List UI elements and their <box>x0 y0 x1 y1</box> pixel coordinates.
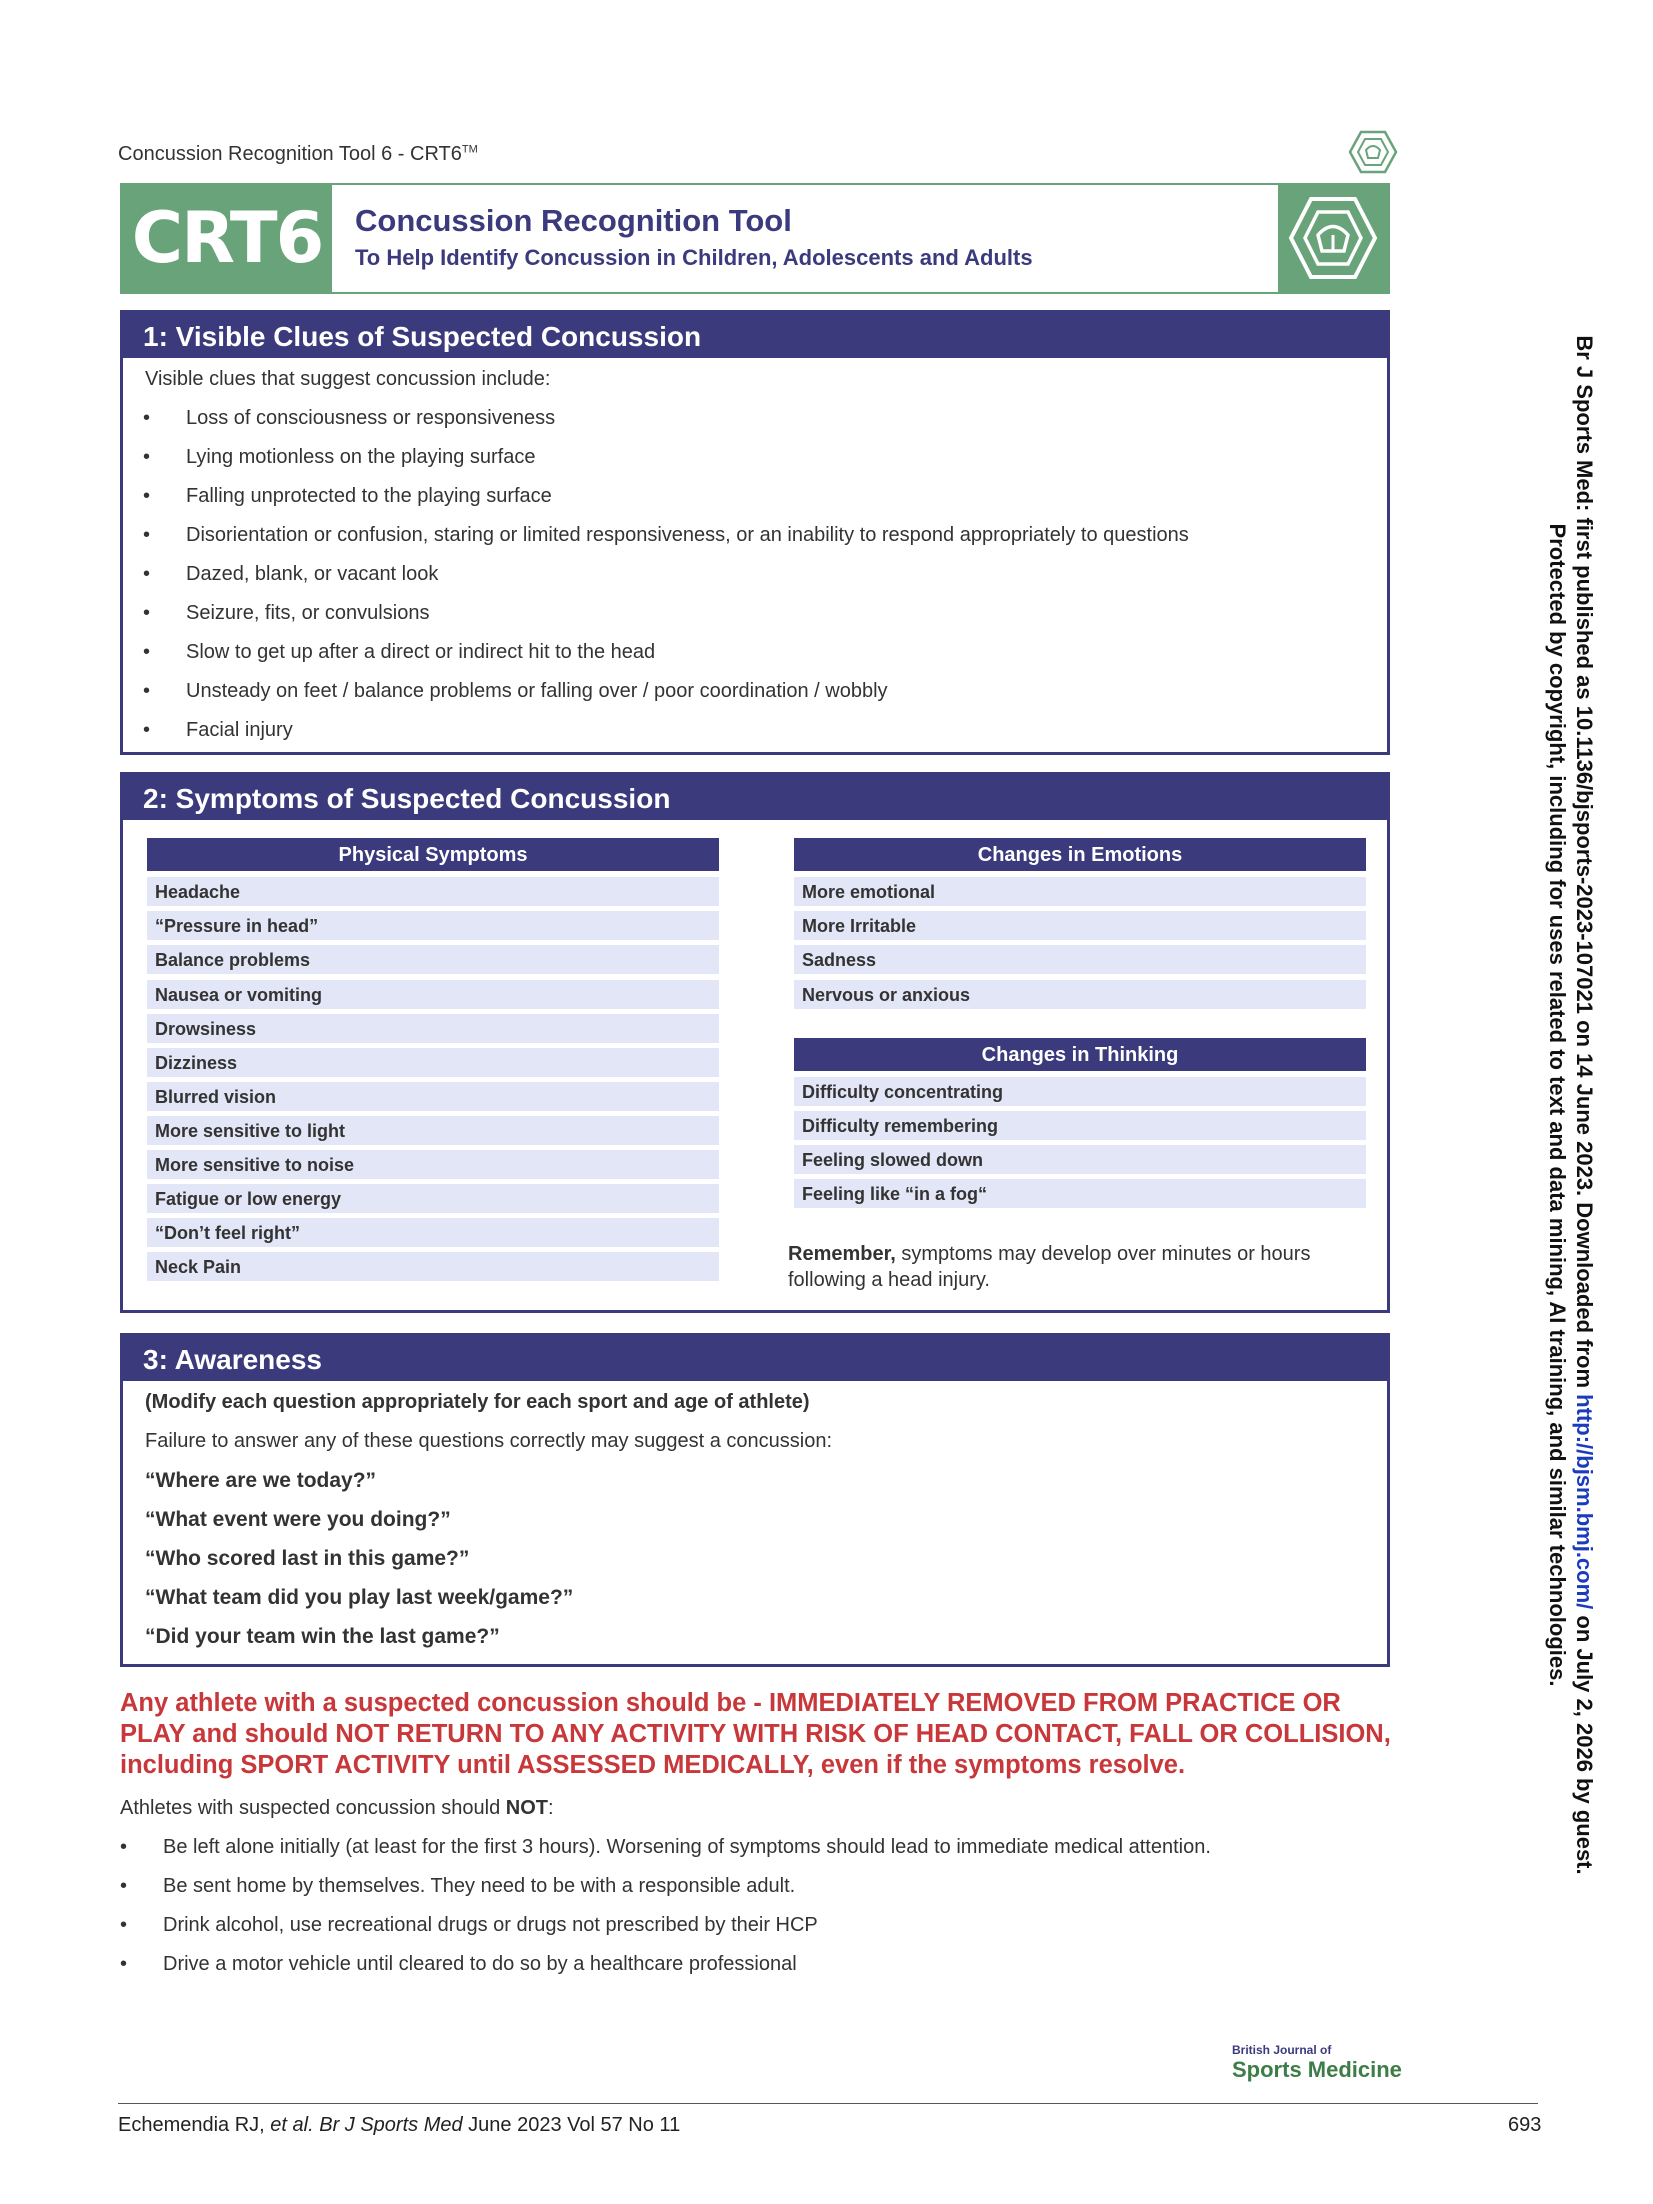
table-row: Difficulty remembering <box>794 1111 1366 1140</box>
list-item: • Unsteady on feet / balance problems or falling over / poor coordination / wobbly <box>143 680 888 702</box>
section-visible-clues <box>120 310 1390 755</box>
table-row: Feeling slowed down <box>794 1145 1366 1174</box>
should-not-intro: Athletes with suspected concussion should NOT: <box>120 1797 554 1819</box>
list-item: • Be left alone initially (at least for the first 3 hours). Worsening of symptoms should lead to immediate medical attention. <box>120 1836 1211 1858</box>
table-row: Blurred vision <box>147 1082 719 1111</box>
banner-icon-box <box>1278 185 1388 292</box>
bjsm-link[interactable]: http://bjsm.bmj.com/ <box>1572 1394 1597 1610</box>
section-symptoms <box>120 772 1390 1313</box>
remember-note: Remember, symptoms may develop over minutes or hours following a head injury. <box>788 1243 1311 1291</box>
awareness-question: “What team did you play last week/game?” <box>145 1586 574 1609</box>
list-item: • Dazed, blank, or vacant look <box>143 563 439 585</box>
thinking-header: Changes in Thinking <box>794 1038 1366 1071</box>
table-row: Neck Pain <box>147 1252 719 1281</box>
header-banner <box>120 183 1390 294</box>
section-heading: 3: Awareness <box>123 1336 1387 1381</box>
hexagon-helmet-icon <box>1348 130 1398 174</box>
list-item: • Be sent home by themselves. They need to be with a responsible adult. <box>120 1875 796 1897</box>
list-item: • Drive a motor vehicle until cleared to do so by a healthcare professional <box>120 1953 797 1975</box>
table-row: Nausea or vomiting <box>147 980 719 1009</box>
table-row: More Irritable <box>794 911 1366 940</box>
table-row: Balance problems <box>147 945 719 974</box>
hexagon-helmet-icon <box>1278 185 1388 292</box>
journal-logo-small: British Journal of <box>1232 2043 1332 2057</box>
side-citation: Br J Sports Med: first published as 10.1136/bjsports-2023-107021 on 14 June 2023. Downloaded from http://bjsm.bmj.com/ on July 2, 2026 by guest. Protected by copyright, including for uses related to text and data mining, AI training, and similar technologies. <box>1545 335 1597 1875</box>
awareness-question: “Did your team win the last game?” <box>145 1625 500 1648</box>
table-row: Nervous or anxious <box>794 980 1366 1009</box>
journal-logo: Sports Medicine <box>1232 2057 1402 2082</box>
table-row: Difficulty concentrating <box>794 1077 1366 1106</box>
list-item: • Falling unprotected to the playing surface <box>143 485 552 507</box>
table-row: Drowsiness <box>147 1014 719 1043</box>
section-awareness <box>120 1333 1390 1667</box>
list-item: • Disorientation or confusion, staring or limited responsiveness, or an inability to respond appropriately to questions <box>143 524 1189 546</box>
table-row: “Don’t feel right” <box>147 1218 719 1247</box>
awareness-intro: Failure to answer any of these questions correctly may suggest a concussion: <box>145 1430 833 1452</box>
page-subtitle: To Help Identify Concussion in Children, Adolescents and Adults <box>355 245 1033 270</box>
table-row: More sensitive to light <box>147 1116 719 1145</box>
section-heading: 1: Visible Clues of Suspected Concussion <box>123 313 1387 358</box>
awareness-question: “Who scored last in this game?” <box>145 1547 470 1570</box>
tool-label: Concussion Recognition Tool 6 - CRT6™ <box>118 143 478 165</box>
list-item: • Loss of consciousness or responsiveness <box>143 407 556 429</box>
list-item: • Drink alcohol, use recreational drugs or drugs not prescribed by their HCP <box>120 1914 818 1936</box>
emotions-header: Changes in Emotions <box>794 838 1366 871</box>
awareness-note: (Modify each question appropriately for each sport and age of athlete) <box>145 1391 810 1413</box>
list-item: • Seizure, fits, or convulsions <box>143 602 430 624</box>
table-row: “Pressure in head” <box>147 911 719 940</box>
removal-warning: Any athlete with a suspected concussion should be - IMMEDIATELY REMOVED FROM PRACTICE OR PLAY and should NOT RETURN TO ANY ACTIVITY WITH RISK OF HEAD CONTACT, FALL OR COLLISION, including SPORT ACTIVITY until ASSESSED MEDICALLY, even if the symptoms resolve. <box>120 1689 1391 1779</box>
section-heading: 2: Symptoms of Suspected Concussion <box>123 775 1387 820</box>
table-row: Dizziness <box>147 1048 719 1077</box>
table-row: Fatigue or low energy <box>147 1184 719 1213</box>
crt6-logo: CRT6 <box>122 185 332 292</box>
awareness-question: “Where are we today?” <box>145 1469 377 1492</box>
physical-symptoms-header: Physical Symptoms <box>147 838 719 871</box>
list-item: • Lying motionless on the playing surface <box>143 446 536 468</box>
table-row: More sensitive to noise <box>147 1150 719 1179</box>
table-row: More emotional <box>794 877 1366 906</box>
list-item: • Slow to get up after a direct or indirect hit to the head <box>143 641 656 663</box>
table-row: Headache <box>147 877 719 906</box>
footer-citation: Echemendia RJ, et al. Br J Sports Med June 2023 Vol 57 No 11 <box>118 2114 681 2136</box>
footer-divider <box>118 2103 1538 2104</box>
table-row: Feeling like “in a fog“ <box>794 1179 1366 1208</box>
page-number: 693 <box>1508 2114 1542 2136</box>
awareness-question: “What event were you doing?” <box>145 1508 451 1531</box>
table-row: Sadness <box>794 945 1366 974</box>
list-item: • Facial injury <box>143 719 293 741</box>
section-intro: Visible clues that suggest concussion include: <box>145 368 551 390</box>
page-title: Concussion Recognition Tool <box>355 203 792 238</box>
